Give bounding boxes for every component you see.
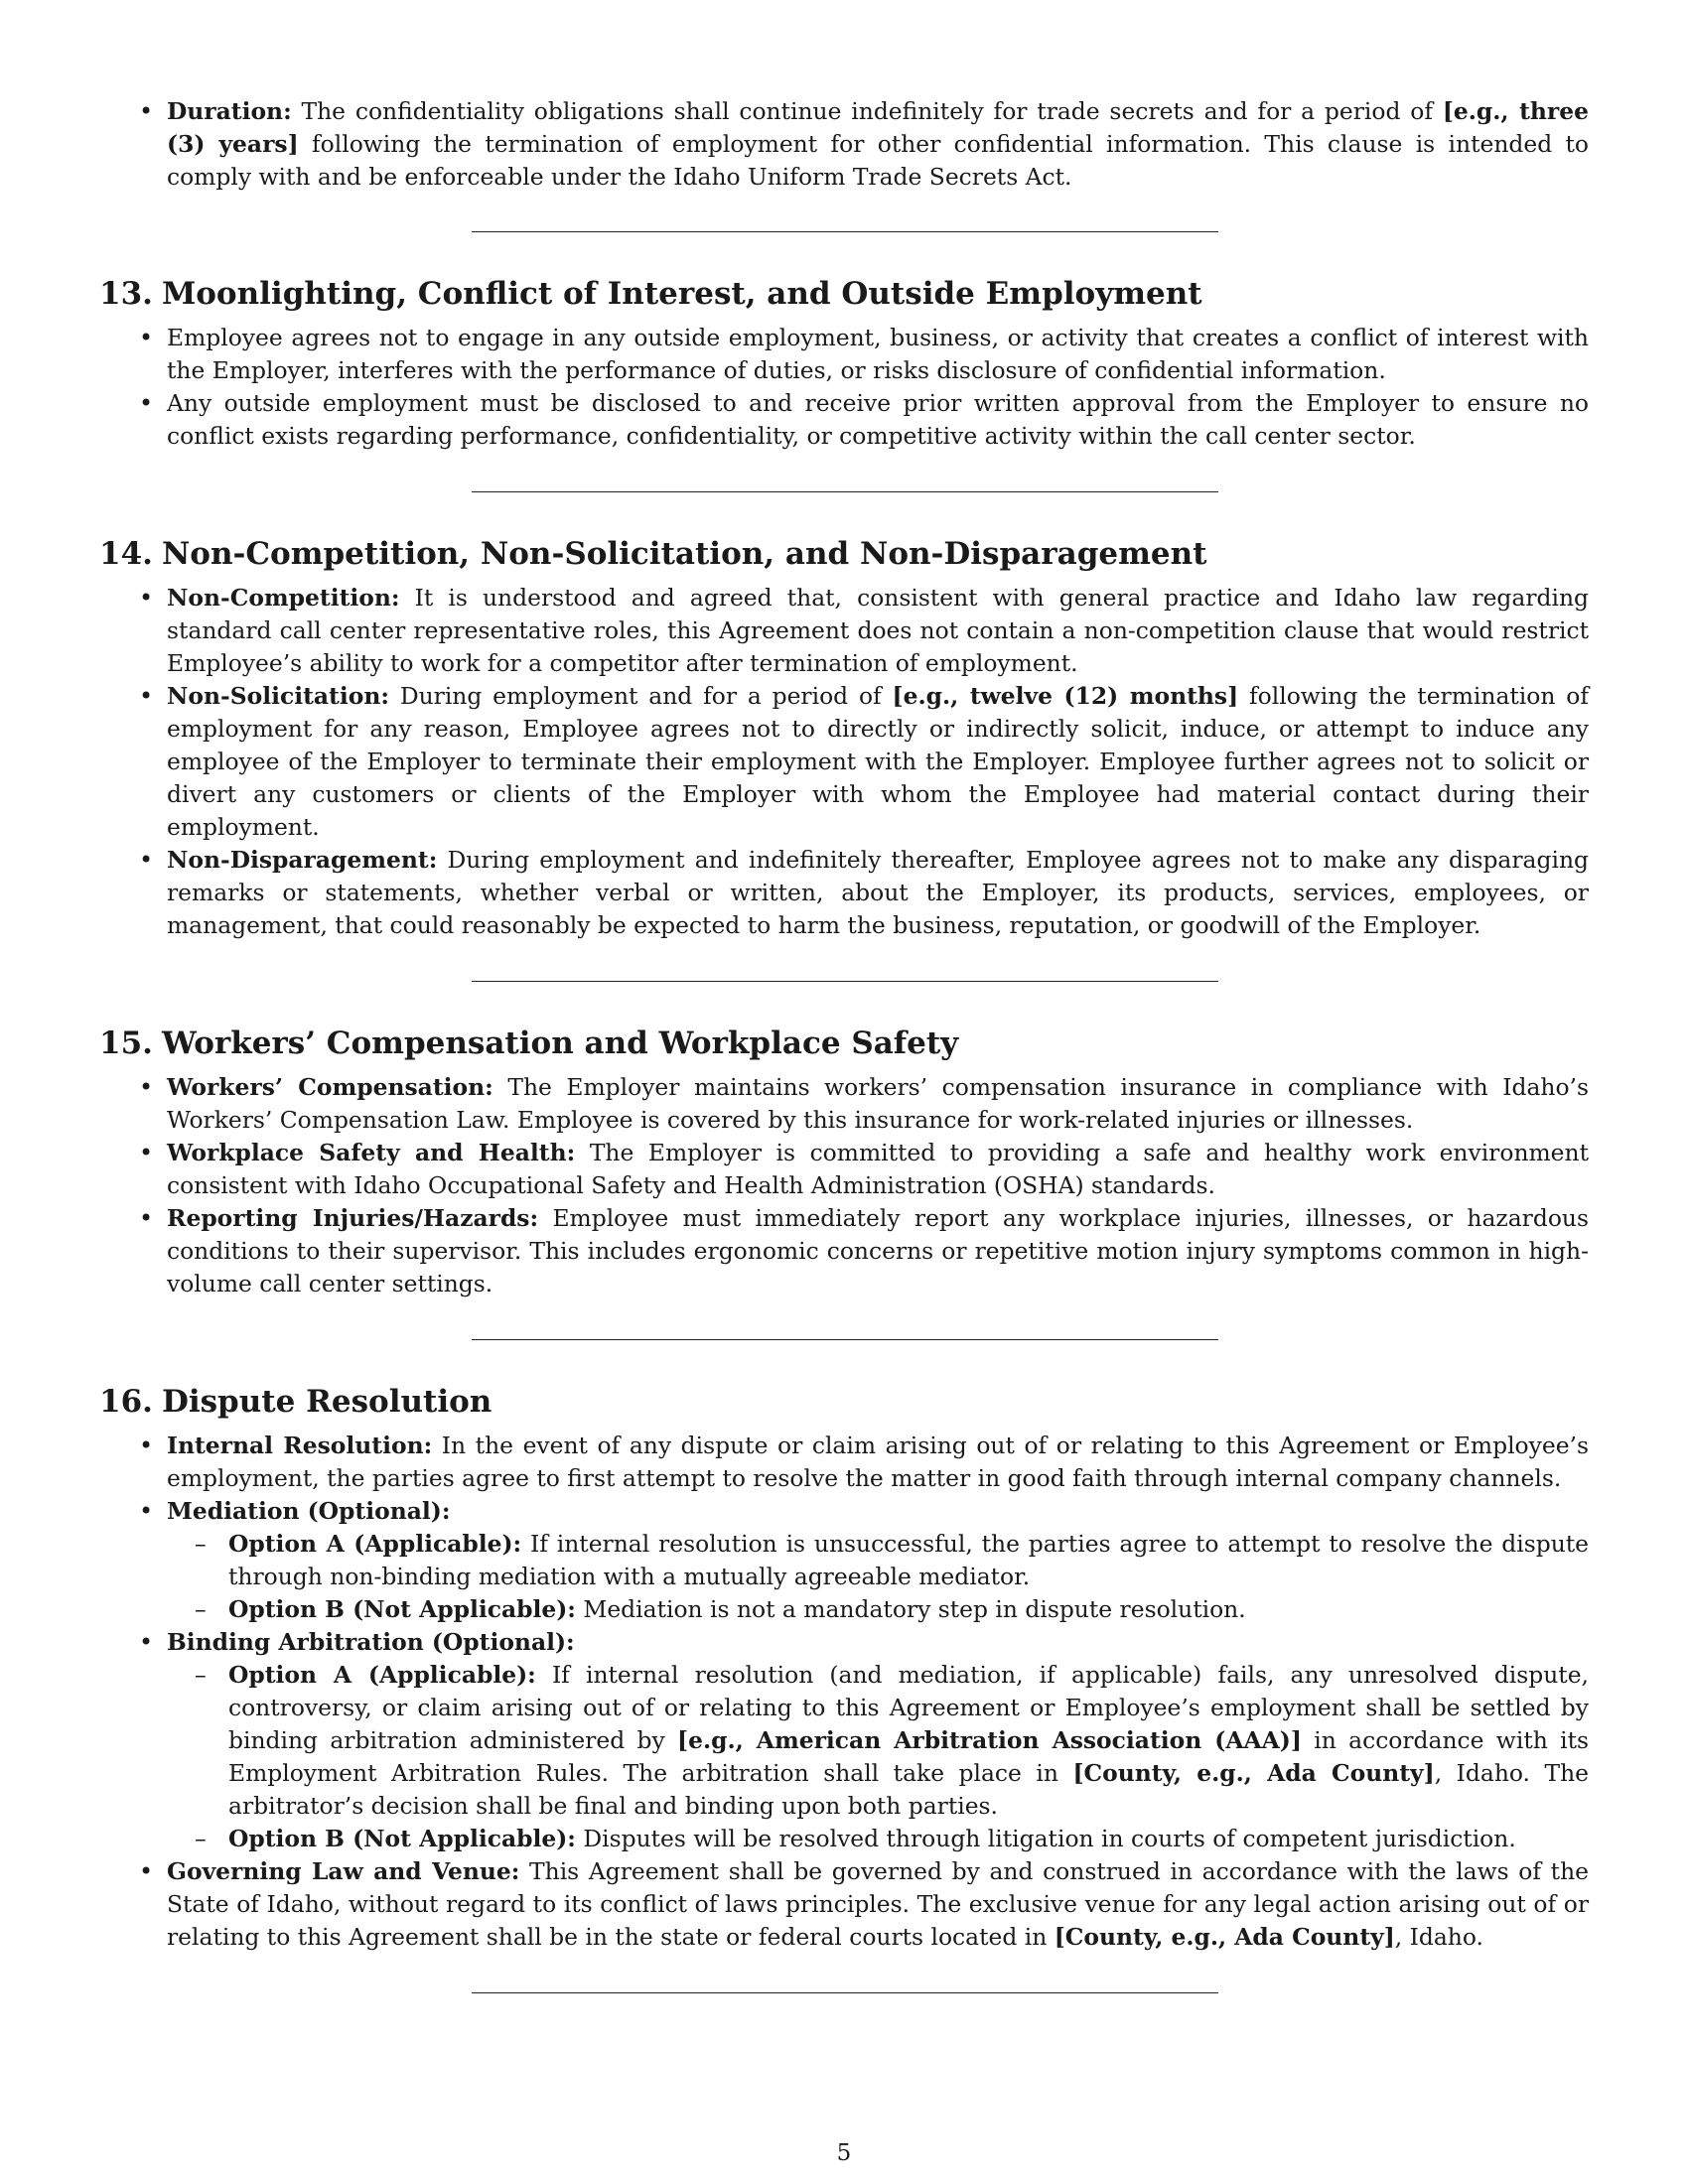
sub-list-item <box>167 1659 1589 1823</box>
section-heading <box>99 1024 1589 1063</box>
item-label: Mediation (Optional): <box>167 1497 451 1525</box>
list-item <box>99 1855 1589 1954</box>
item-label: Reporting Injuries/Hazards: <box>167 1204 539 1232</box>
item-text: Employee agrees not to engage in any outside employment, business, or activity that creates a conflict of interest with the Employer, interferes with the performance of duties, or risks disclosure of confidential information. <box>167 324 1589 384</box>
item-text: Employee must immediately report any workplace injuries, illnesses, or hazardous conditions to their supervisor. This includes ergonomic concerns or repetitive motion injury symptoms common in high-volume call center settings. <box>167 1204 1589 1297</box>
section-list <box>99 1430 1589 1954</box>
placeholder-text: [e.g., twelve (12) months] <box>892 682 1239 710</box>
list-item <box>99 1071 1589 1137</box>
item-text: Any outside employment must be disclosed to and receive prior written approval from the Employer to ensure no conflict exists regarding performance, confidentiality, or competitive activity within the call center sector. <box>167 389 1589 450</box>
item-text: following the termination of employment for any reason, Employee agrees not to directly or indirectly solicit, induce, or attempt to induce any employee of the Employer to terminate their employment with the Employer. Employee further agrees not to solicit or divert any customers or clients of the Employer with whom the Employee had material contact during their employment. <box>167 682 1589 841</box>
section-list <box>99 582 1589 942</box>
section-title: Workers’ Compensation and Workplace Safety <box>161 1025 959 1061</box>
list-item <box>99 582 1589 680</box>
item-label: Binding Arbitration (Optional): <box>167 1628 575 1656</box>
item-text: This Agreement shall be governed by and construed in accordance with the laws of the State of Idaho, without regard to its conflict of laws principles. The exclusive venue for any legal action arising out of or relating to this Agreement shall be in the state or federal courts located in <box>167 1857 1589 1951</box>
list-item <box>99 1137 1589 1202</box>
placeholder-text: [e.g., American Arbitration Association (AAA)] <box>677 1726 1302 1754</box>
item-text: If internal resolution (and mediation, if applicable) fails, any unresolved dispute, controversy, or claim arising out of or relating to this Agreement or Employee’s employment shall be settled by binding arbitration administered by <box>228 1661 1589 1754</box>
item-text: , Idaho. The arbitrator’s decision shall be final and binding upon both parties. <box>228 1759 1590 1820</box>
sub-list <box>167 1659 1589 1855</box>
item-text: During employment and for a period of <box>388 682 893 710</box>
placeholder-text: [County, e.g., Ada County] <box>1072 1759 1435 1787</box>
item-label: Workers’ Compensation: <box>167 1073 493 1101</box>
sub-list-item <box>167 1593 1589 1626</box>
duration-item <box>99 95 1589 194</box>
option-label: Option A (Applicable): <box>228 1530 522 1558</box>
section-list <box>99 322 1589 453</box>
section-number: 15. <box>99 1025 153 1061</box>
section-title: Non-Competition, Non-Solicitation, and Non-Disparagement <box>161 536 1207 572</box>
item-text: , Idaho. <box>1394 1923 1483 1951</box>
list-item <box>99 1626 1589 1855</box>
section-divider <box>472 981 1218 982</box>
confidentiality-list <box>99 95 1589 194</box>
sub-list <box>167 1528 1589 1626</box>
section-title: Dispute Resolution <box>161 1384 492 1420</box>
list-item <box>99 387 1589 453</box>
list-item <box>99 680 1589 844</box>
page-content <box>99 95 1589 1993</box>
page-number: 5 <box>836 2140 852 2166</box>
item-text: The confidentiality obligations shall continue indefinitely for trade secrets and for a period of <box>291 97 1443 125</box>
sub-list-item <box>167 1528 1589 1593</box>
placeholder-text: [e.g., three (3) years] <box>167 97 1589 158</box>
item-text: Disputes will be resolved through litigation in courts of competent jurisdiction. <box>575 1825 1516 1852</box>
list-item <box>99 1495 1589 1626</box>
list-item <box>99 1202 1589 1300</box>
item-label: Non-Competition: <box>167 584 400 612</box>
section-divider <box>472 1339 1218 1340</box>
section-divider <box>472 491 1218 492</box>
item-text: During employment and indefinitely thereafter, Employee agrees not to make any disparaging remarks or statements, whether verbal or written, about the Employer, its products, services, employees, or management, that could reasonably be expected to harm the business, reputation, or goodwill of the Employer. <box>167 846 1589 939</box>
item-label: Non-Solicitation: <box>167 682 389 710</box>
item-text: The Employer maintains workers’ compensation insurance in compliance with Idaho’s Workers’ Compensation Law. Employee is covered by this insurance for work-related injuries or illnesses. <box>167 1073 1589 1134</box>
item-text: If internal resolution is unsuccessful, the parties agree to attempt to resolve the dispute through non-binding mediation with a mutually agreeable mediator. <box>228 1530 1589 1590</box>
section-heading <box>99 274 1589 314</box>
section-divider <box>472 1992 1218 1993</box>
item-text: It is understood and agreed that, consistent with general practice and Idaho law regarding standard call center representative roles, this Agreement does not contain a non-competition clause that would restrict Employee’s ability to work for a competitor after termination of employment. <box>167 584 1589 677</box>
item-text: The Employer is committed to providing a safe and healthy work environment consistent with Idaho Occupational Safety and Health Administration (OSHA) standards. <box>167 1139 1589 1199</box>
list-item <box>99 844 1589 942</box>
item-label: Workplace Safety and Health: <box>167 1139 576 1166</box>
option-label: Option A (Applicable): <box>228 1661 536 1689</box>
section-divider <box>472 231 1218 232</box>
item-label: Internal Resolution: <box>167 1432 433 1459</box>
item-label: Duration: <box>167 97 292 125</box>
section-title: Moonlighting, Conflict of Interest, and Outside Employment <box>161 276 1202 312</box>
item-text: following the termination of employment for other confidential information. This clause is intended to comply with and be enforceable under the Idaho Uniform Trade Secrets Act. <box>167 130 1589 191</box>
item-label: Governing Law and Venue: <box>167 1857 520 1885</box>
placeholder-text: [County, e.g., Ada County] <box>1054 1923 1395 1951</box>
item-label: Non-Disparagement: <box>167 846 438 874</box>
option-label: Option B (Not Applicable): <box>228 1595 576 1623</box>
item-text: Mediation is not a mandatory step in dispute resolution. <box>575 1595 1246 1623</box>
section-number: 16. <box>99 1384 153 1420</box>
section-number: 13. <box>99 276 153 312</box>
section-heading <box>99 534 1589 574</box>
list-item <box>99 1430 1589 1495</box>
item-text: in accordance with its Employment Arbitration Rules. The arbitration shall take place in <box>228 1726 1589 1787</box>
section-number: 14. <box>99 536 153 572</box>
section-list <box>99 1071 1589 1300</box>
section-heading <box>99 1382 1589 1422</box>
sub-list-item <box>167 1823 1589 1855</box>
option-label: Option B (Not Applicable): <box>228 1825 576 1852</box>
list-item <box>99 322 1589 387</box>
item-text: In the event of any dispute or claim arising out of or relating to this Agreement or Employee’s employment, the parties agree to first attempt to resolve the matter in good faith through internal company channels. <box>167 1432 1589 1492</box>
